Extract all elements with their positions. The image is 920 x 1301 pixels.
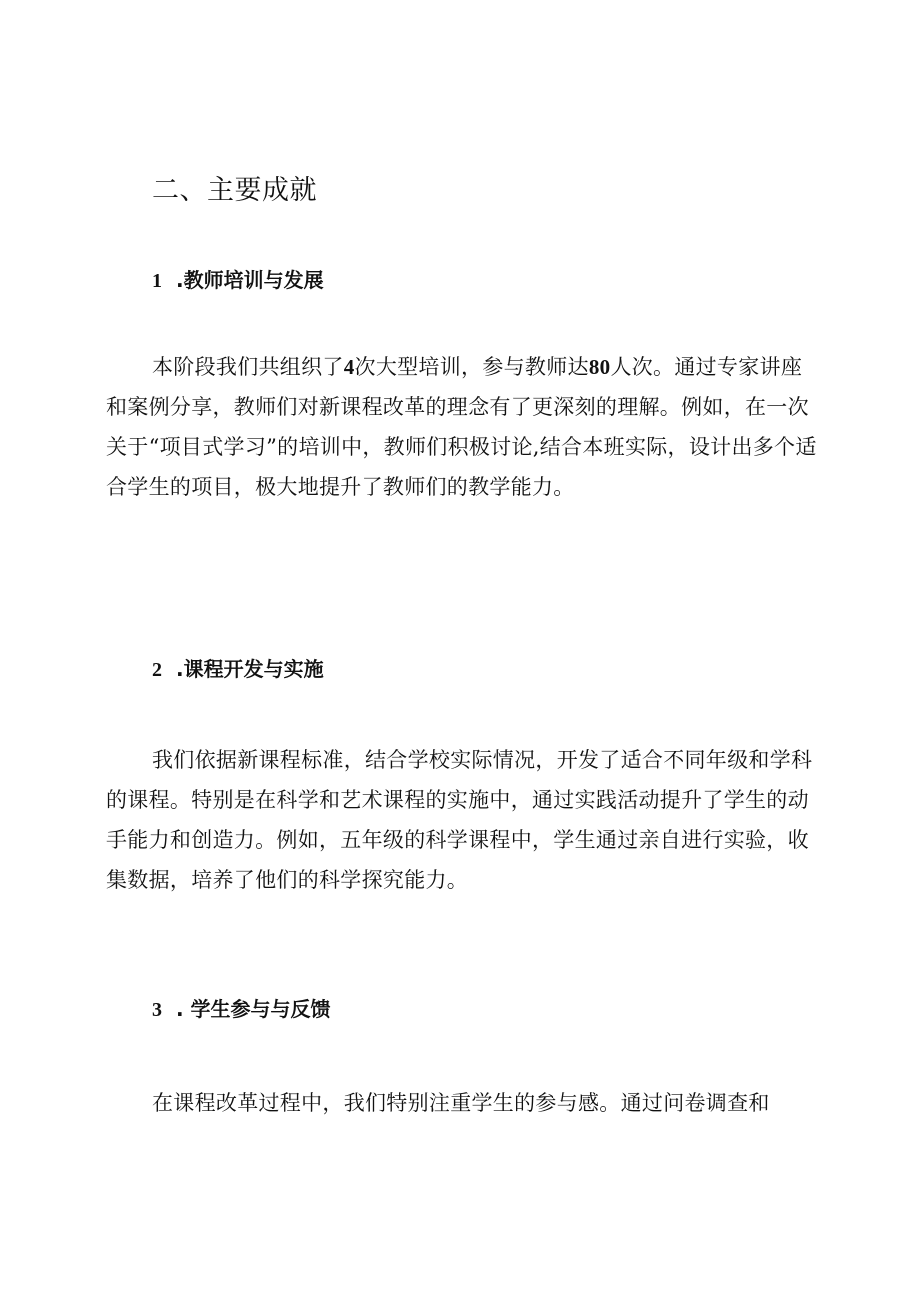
item-1-number: 1 (152, 270, 162, 292)
item-1-paragraph: 本阶段我们共组织了4次大型培训，参与教师达80人次。通过专家讲座和案例分享，教师们对新课程改革的理念有了更深刻的理解。例如，在一次关于“项目式学习”的培训中，教师们积极讨论,结合本班实际，设计出多个适合学生的项目，极大地提升了教师们的教学能力。 (106, 355, 817, 499)
item-1-heading (152, 264, 324, 293)
item-2-heading (152, 653, 324, 682)
item-2-paragraph: 我们依据新课程标准，结合学校实际情况，开发了适合不同年级和学科的课程。特别是在科学和艺术课程的实施中，通过实践活动提升了学生的动手能力和创造力。例如，五年级的科学课程中，学生通过亲自进行实验，收集数据，培养了他们的科学探究能力。 (106, 748, 813, 892)
item-3-title: . 学生参与与反馈 (176, 997, 331, 1021)
section-title: 二、主要成就 (152, 175, 317, 206)
item-1-title: .教师培训与发展 (176, 268, 324, 292)
item-2-number: 2 (152, 659, 162, 681)
item-3-paragraph: 在课程改革过程中，我们特别注重学生的参与感。通过问卷调查和 (152, 1091, 770, 1115)
item-3-heading (152, 993, 331, 1022)
item-2-title: .课程开发与实施 (176, 657, 324, 681)
item-3-number: 3 (152, 999, 162, 1021)
